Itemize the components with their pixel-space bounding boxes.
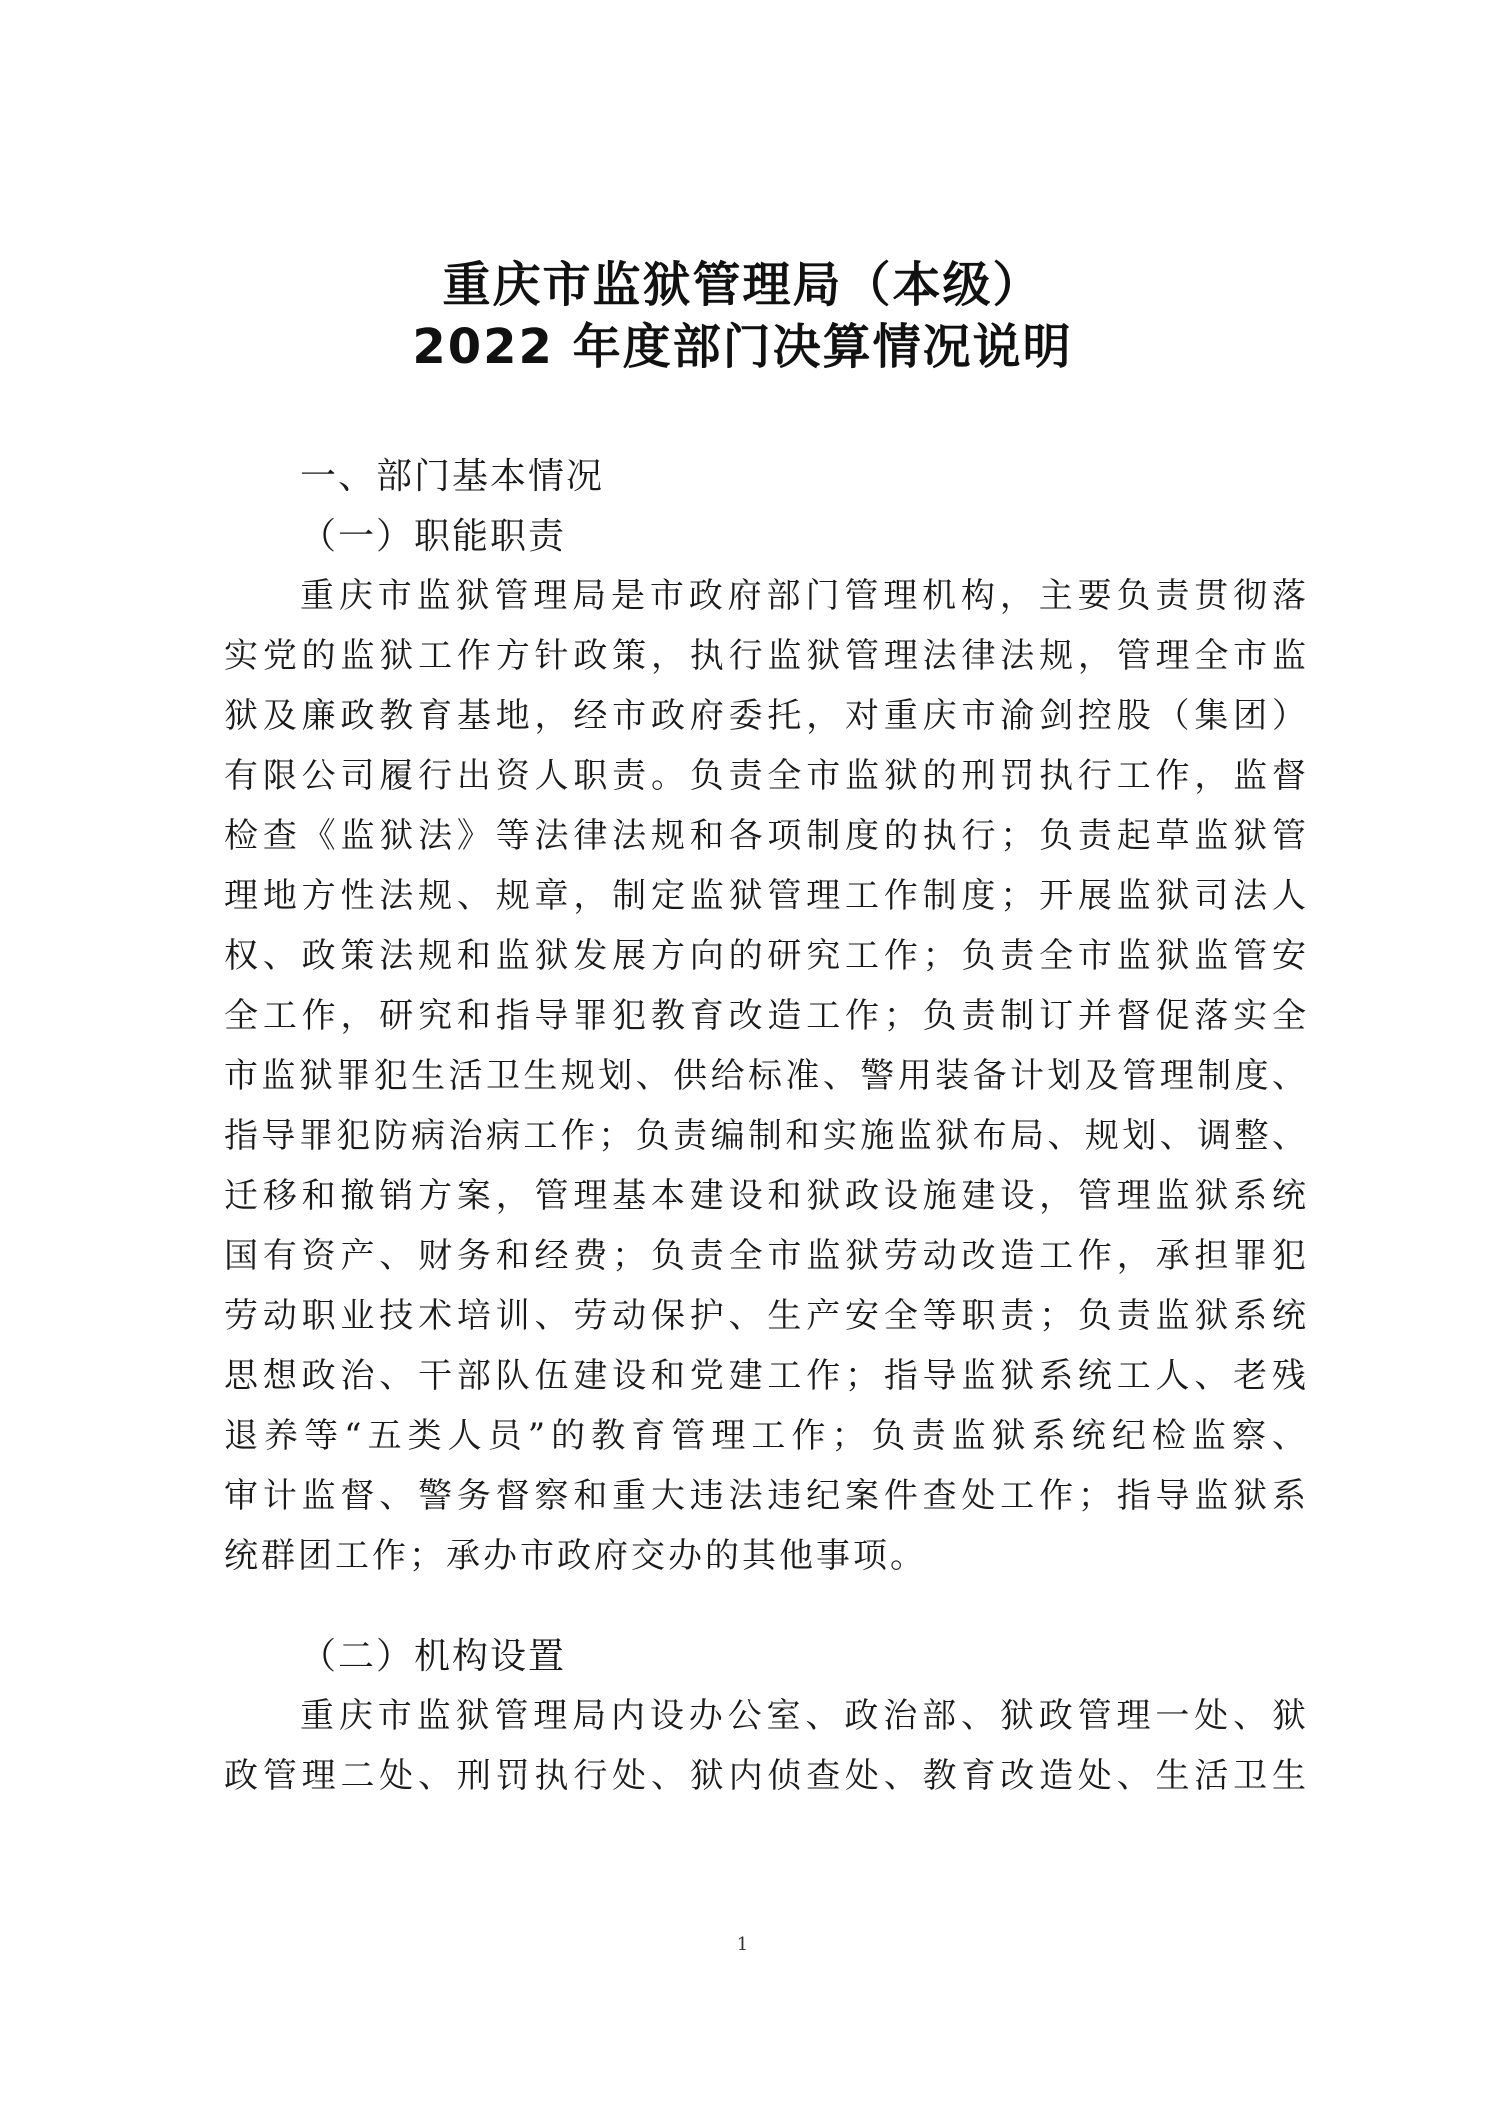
paragraph-line: 检查《监狱法》等法律法规和各项制度的执行；负责起草监狱管 [224, 816, 1309, 856]
paragraph-line: 迁移和撤销方案，管理基本建设和狱政设施建设，管理监狱系统 [224, 1176, 1309, 1216]
paragraph-line: 指导罪犯防病治病工作；负责编制和实施监狱布局、规划、调整、 [224, 1116, 1309, 1156]
paragraph-line: 审计监督、警务督察和重大违法违纪案件查处工作；指导监狱系 [224, 1476, 1309, 1516]
subheading-functions: （一）职能职责 [300, 516, 567, 557]
paragraph-line: 国有资产、财务和经费；负责全市监狱劳动改造工作，承担罪犯 [224, 1236, 1309, 1276]
page-number: 1 [736, 1934, 749, 1955]
paragraph-line: 政管理二处、刑罚执行处、狱内侦查处、教育改造处、生活卫生 [224, 1756, 1309, 1796]
paragraph-line: 全工作，研究和指导罪犯教育改造工作；负责制订并督促落实全 [224, 996, 1309, 1036]
paragraph-line: 权、政策法规和监狱发展方向的研究工作；负责全市监狱监管安 [224, 936, 1309, 976]
paragraph-line: 重庆市监狱管理局内设办公室、政治部、狱政管理一处、狱 [300, 1696, 1309, 1736]
paragraph-line: 统群团工作；承办市政府交办的其他事项。 [224, 1536, 927, 1576]
document-title-line2: 2022 年度部门决算情况说明 [412, 319, 1073, 375]
paragraph-line: 狱及廉政教育基地，经市政府委托，对重庆市渝剑控股（集团） [224, 696, 1309, 736]
paragraph-line: 实党的监狱工作方针政策，执行监狱管理法律法规，管理全市监 [224, 636, 1309, 676]
paragraph-line: 市监狱罪犯生活卫生规划、供给标准、警用装备计划及管理制度、 [224, 1056, 1309, 1096]
paragraph-line: 理地方性法规、规章，制定监狱管理工作制度；开展监狱司法人 [224, 876, 1309, 916]
document-title-line1: 重庆市监狱管理局（本级） [442, 257, 1043, 313]
paragraph-line: 退养等“五类人员”的教育管理工作；负责监狱系统纪检监察、 [224, 1416, 1309, 1456]
paragraph-line: 劳动职业技术培训、劳动保护、生产安全等职责；负责监狱系统 [224, 1296, 1309, 1336]
paragraph-line: 有限公司履行出资人职责。负责全市监狱的刑罚执行工作，监督 [224, 756, 1309, 796]
paragraph-line: 思想政治、干部队伍建设和党建工作；指导监狱系统工人、老残 [224, 1356, 1309, 1396]
section-heading-basic-info: 一、部门基本情况 [300, 456, 605, 497]
paragraph-line: 重庆市监狱管理局是市政府部门管理机构，主要负责贯彻落 [300, 576, 1309, 616]
subheading-organization: （二）机构设置 [300, 1636, 567, 1677]
